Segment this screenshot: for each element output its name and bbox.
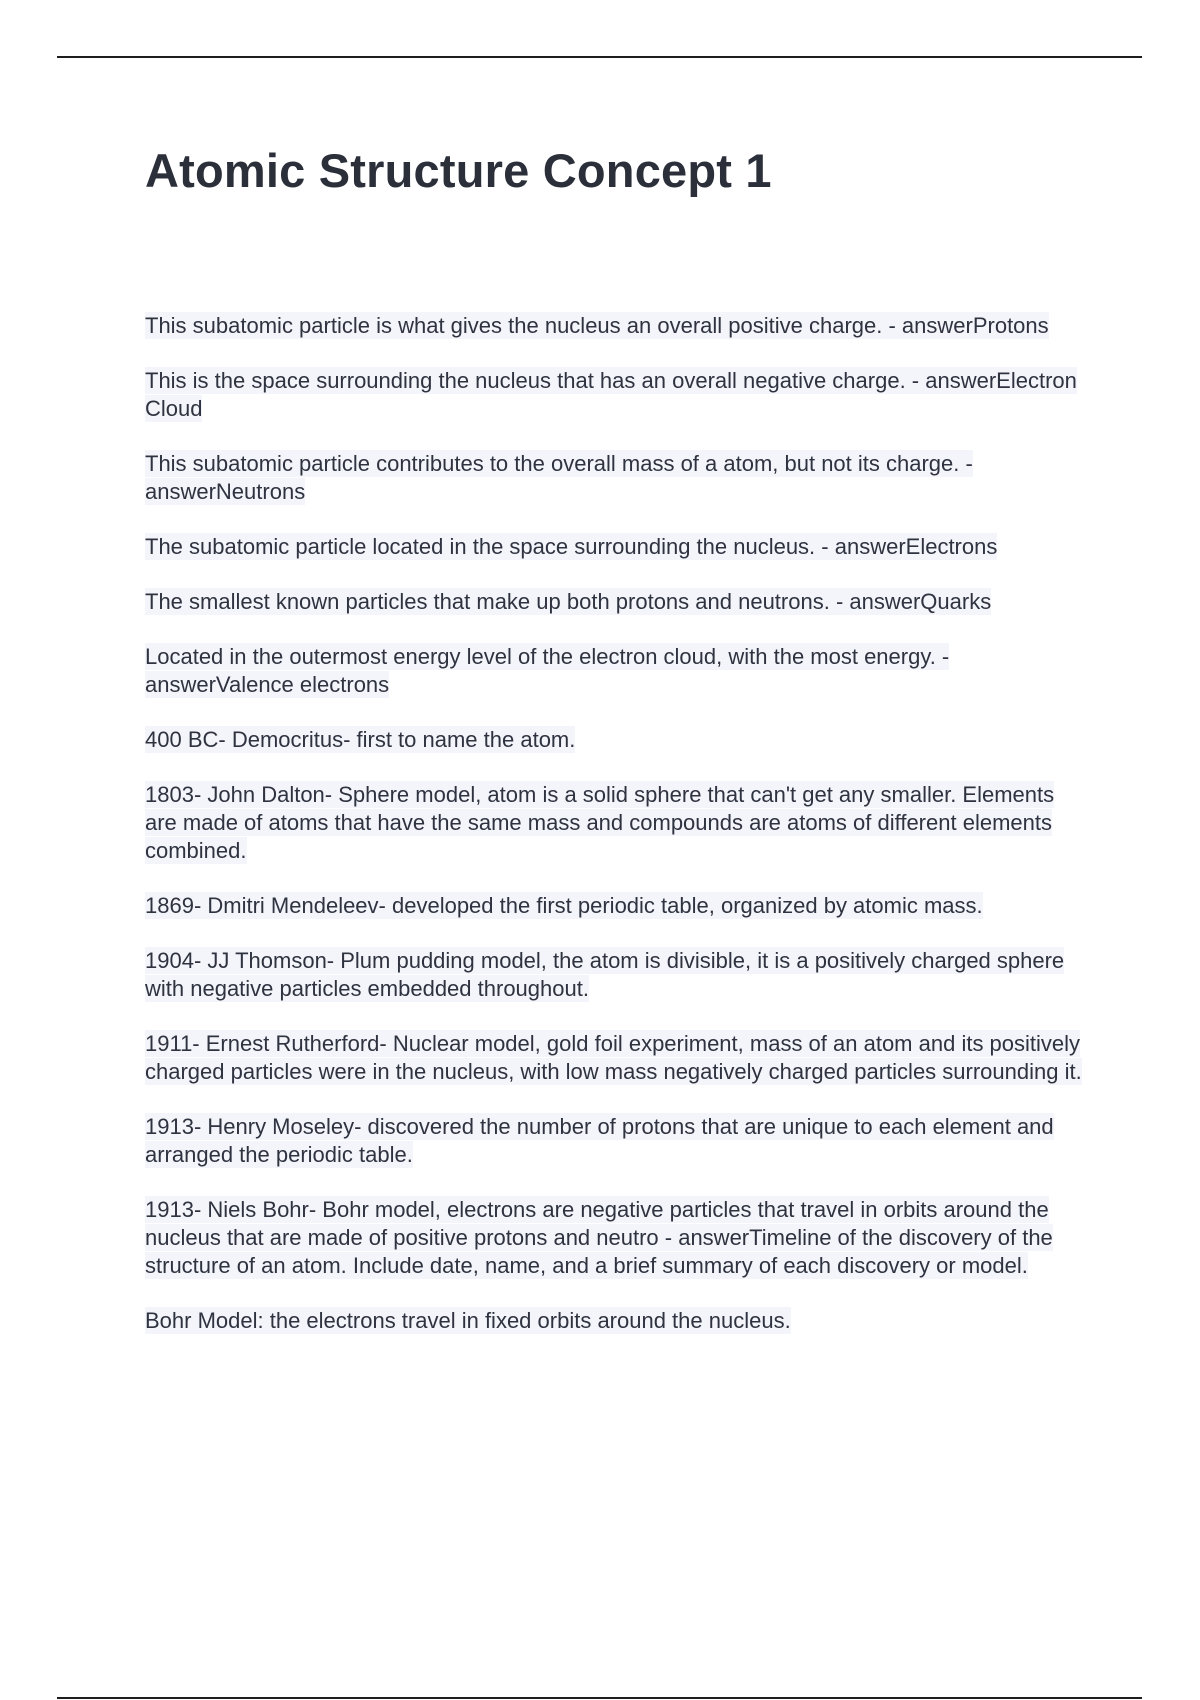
qa-list xyxy=(145,312,1085,1362)
list-item-text: 1803- John Dalton- Sphere model, atom is a solid sphere that can't get any smaller. Elements are made of atoms that have the same mass and compounds are atoms of different elements combined. xyxy=(145,782,1055,863)
list-item-text: 1904- JJ Thomson- Plum pudding model, the atom is divisible, it is a positively charged sphere with negative particles embedded throughout. xyxy=(145,948,1065,1001)
list-item xyxy=(145,781,1085,865)
list-item-text: 1911- Ernest Rutherford- Nuclear model, gold foil experiment, mass of an atom and its positively charged particles were in the nucleus, with low mass negatively charged particles surrounding it. xyxy=(145,1031,1082,1084)
list-item-text: 1869- Dmitri Mendeleev- developed the first periodic table, organized by atomic mass. xyxy=(145,893,983,918)
list-item-text: 1913- Henry Moseley- discovered the number of protons that are unique to each element and arranged the periodic table. xyxy=(145,1114,1054,1167)
list-item-text: 1913- Niels Bohr- Bohr model, electrons are negative particles that travel in orbits around the nucleus that are made of positive protons and neutro - answerTimeline of the discovery of the structure of an atom. Include date, name, and a brief summary of each discovery or model. xyxy=(145,1197,1053,1278)
list-item xyxy=(145,367,1085,423)
list-item xyxy=(145,892,1085,920)
list-item-text: Located in the outermost energy level of the electron cloud, with the most energy. - answerValence electrons xyxy=(145,644,950,697)
list-item xyxy=(145,947,1085,1003)
list-item-text: This subatomic particle is what gives the nucleus an overall positive charge. - answerProtons xyxy=(145,313,1049,338)
list-item-text: This is the space surrounding the nucleus that has an overall negative charge. - answerElectron Cloud xyxy=(145,368,1077,421)
page-title: Atomic Structure Concept 1 xyxy=(145,144,772,197)
list-item xyxy=(145,726,1085,754)
list-item-text: This subatomic particle contributes to the overall mass of a atom, but not its charge. - answerNeutrons xyxy=(145,451,973,504)
list-item-text: The smallest known particles that make up both protons and neutrons. - answerQuarks xyxy=(145,589,992,614)
list-item xyxy=(145,1196,1085,1280)
list-item xyxy=(145,588,1085,616)
list-item-text: 400 BC- Democritus- first to name the atom. xyxy=(145,727,576,752)
list-item xyxy=(145,1307,1085,1335)
list-item xyxy=(145,1030,1085,1086)
bottom-rule xyxy=(57,1697,1142,1699)
list-item xyxy=(145,643,1085,699)
list-item xyxy=(145,1113,1085,1169)
list-item xyxy=(145,450,1085,506)
list-item-text: The subatomic particle located in the space surrounding the nucleus. - answerElectrons xyxy=(145,534,998,559)
list-item-text: Bohr Model: the electrons travel in fixed orbits around the nucleus. xyxy=(145,1308,791,1333)
list-item xyxy=(145,533,1085,561)
top-rule xyxy=(57,56,1142,58)
list-item xyxy=(145,312,1085,340)
